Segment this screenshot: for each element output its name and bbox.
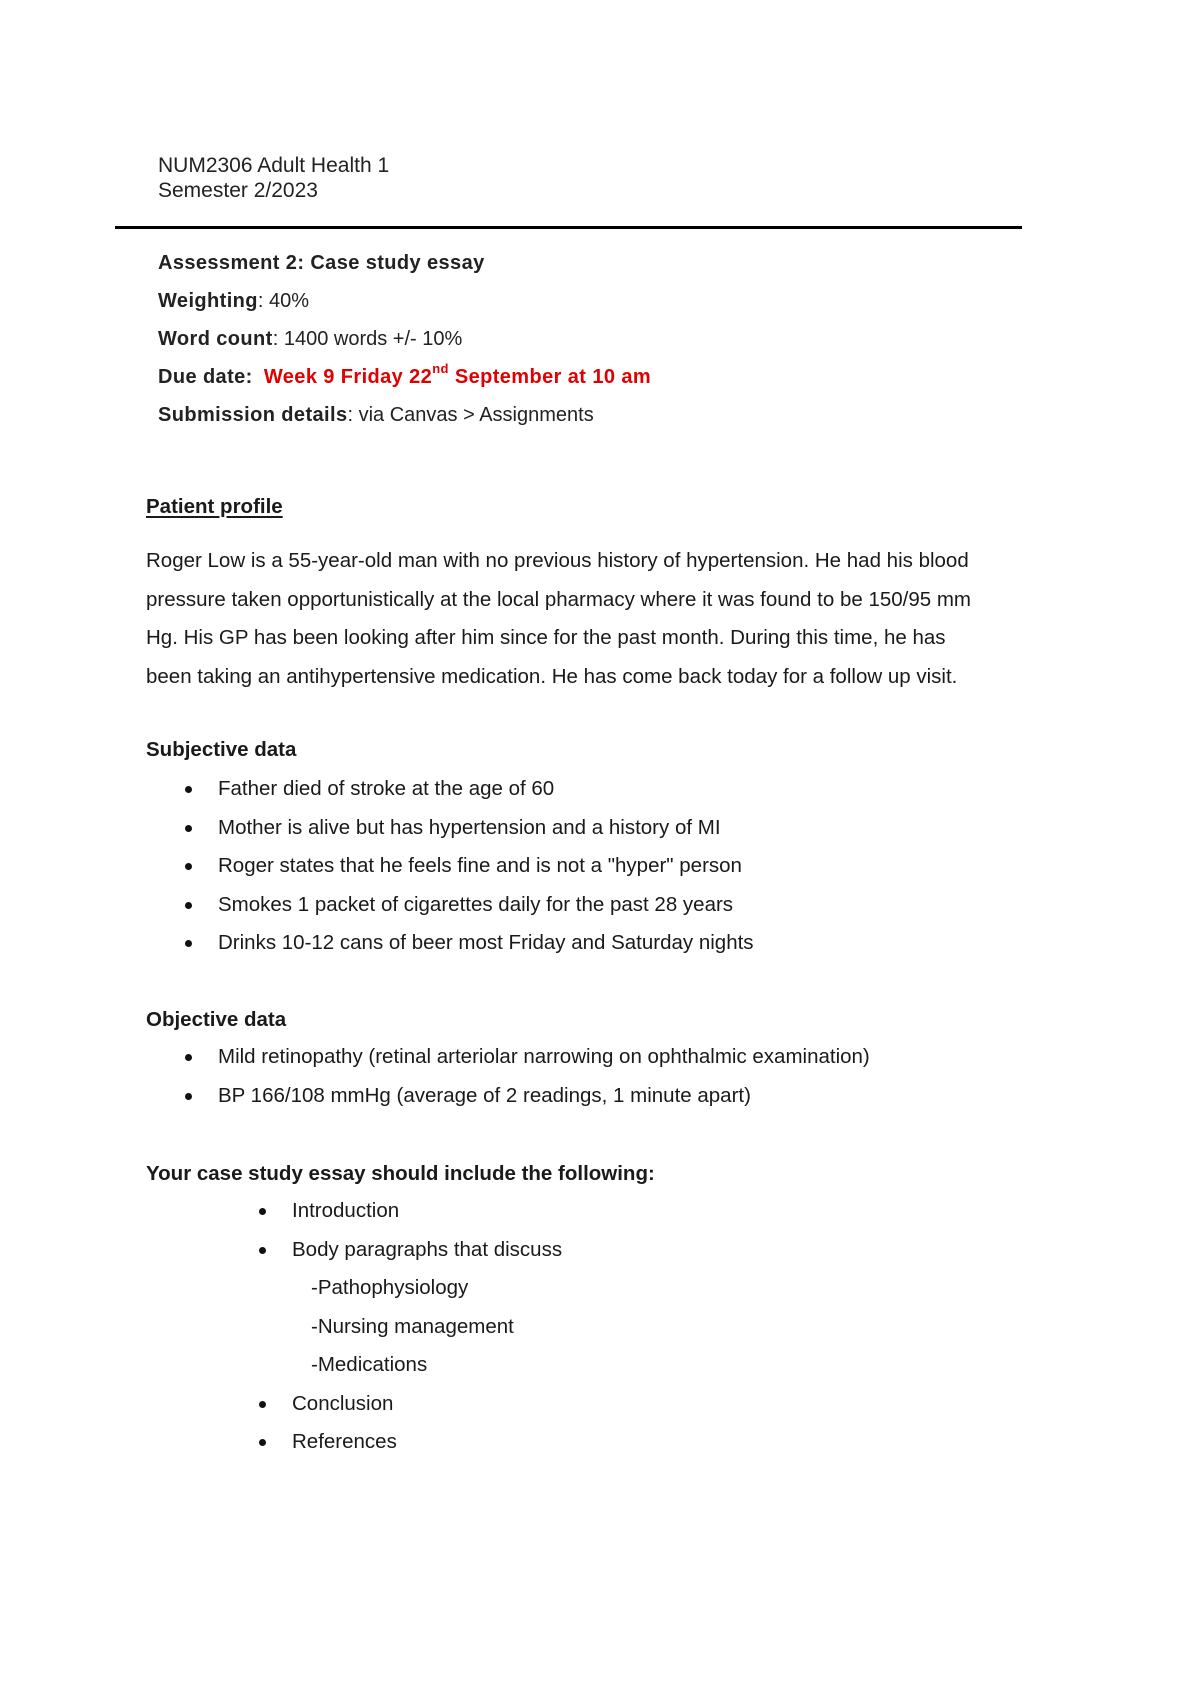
submission-row: Submission details: via Canvas > Assignments <box>158 404 594 426</box>
weighting-row: Weighting: 40% <box>158 290 310 312</box>
list-item: -Nursing management <box>311 1314 514 1338</box>
bullet-icon <box>259 1208 266 1215</box>
bullet-icon <box>259 1401 266 1408</box>
list-item: -Medications <box>311 1353 428 1376</box>
due-date-value: Week 9 Friday 22nd September at 10 am <box>263 361 652 388</box>
list-item: Conclusion <box>146 1385 655 1424</box>
patient-profile-section <box>146 494 1046 696</box>
document-header <box>158 153 389 203</box>
bullet-icon <box>185 825 192 832</box>
due-date-row: Due date: Week 9 Friday 22nd September at 10 am <box>158 361 652 388</box>
essay-requirements-list-end <box>146 1385 655 1462</box>
list-item: References <box>146 1423 655 1462</box>
bullet-icon <box>185 1093 192 1100</box>
list-item: Father died of stroke at the age of 60 <box>146 770 754 809</box>
course-name: NUM2306 Adult Health 1 <box>158 154 390 177</box>
bullet-icon <box>185 1054 192 1061</box>
essay-requirements-heading: Your case study essay should include the following: <box>146 1162 655 1185</box>
bullet-icon <box>185 786 192 793</box>
assessment-details <box>158 250 651 440</box>
objective-data-list <box>146 1038 870 1115</box>
assessment-title: Assessment 2: Case study essay <box>158 252 485 274</box>
objective-data-section <box>146 1007 870 1115</box>
body-topics-list <box>146 1269 655 1385</box>
list-item: Introduction <box>146 1192 655 1231</box>
subjective-data-section <box>146 737 754 963</box>
list-item: Mother is alive but has hypertension and a history of MI <box>146 809 754 848</box>
list-item: -Pathophysiology <box>311 1276 469 1299</box>
list-item: Drinks 10-12 cans of beer most Friday and Saturday nights <box>146 924 754 963</box>
list-item: Mild retinopathy (retinal arteriolar narrowing on ophthalmic examination) <box>146 1038 870 1077</box>
list-item: Smokes 1 packet of cigarettes daily for the past 28 years <box>146 886 754 925</box>
patient-profile-text: Roger Low is a 55-year-old man with no previous history of hypertension. He had his blood pressure taken opportunistically at the local pharmacy where it was found to be 150/95 mm Hg. His GP has been looking after him since for the past month. During this time, he has been taking an antihypertensive medication. He has come back today for a follow up visit. <box>146 549 971 688</box>
bullet-icon <box>259 1439 266 1446</box>
header-divider <box>115 226 1022 229</box>
bullet-icon <box>185 863 192 870</box>
list-item: BP 166/108 mmHg (average of 2 readings, 1 minute apart) <box>146 1077 870 1116</box>
bullet-icon <box>185 902 192 909</box>
subjective-data-heading: Subjective data <box>146 738 297 761</box>
list-item: Body paragraphs that discuss <box>146 1231 655 1270</box>
essay-requirements-list <box>146 1192 655 1269</box>
patient-profile-heading: Patient profile <box>146 495 283 518</box>
objective-data-heading: Objective data <box>146 1008 287 1031</box>
subjective-data-list <box>146 770 754 963</box>
bullet-icon <box>259 1247 266 1254</box>
list-item: Roger states that he feels fine and is not a "hyper" person <box>146 847 754 886</box>
semester: Semester 2/2023 <box>158 179 318 202</box>
essay-requirements-section <box>146 1161 655 1462</box>
word-count-row: Word count: 1400 words +/- 10% <box>158 328 463 350</box>
bullet-icon <box>185 940 192 947</box>
